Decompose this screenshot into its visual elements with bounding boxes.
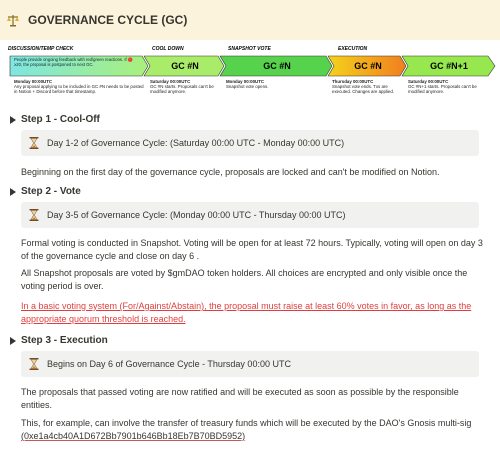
step1-heading: Step 1 - Cool-Off bbox=[21, 114, 100, 125]
governance-cycle-diagram bbox=[8, 46, 498, 100]
step1-callout bbox=[21, 130, 479, 156]
step3-heading: Step 3 - Execution bbox=[21, 335, 108, 346]
discussion-text: People provide ongoing feedback with red/green reactions. If 🔴 ≥20, the proposal is postponed to next GC. bbox=[14, 57, 134, 67]
step1-paragraph: Beginning on the first day of the governance cycle, proposals are locked and can't be modified on Notion. bbox=[21, 167, 440, 177]
step1-callout-text: Day 1-2 of Governance Cycle: (Saturday 00:00 UTC - Monday 00:00 UTC) bbox=[47, 138, 345, 148]
step1-toggle[interactable] bbox=[10, 114, 100, 125]
arrow-label-3: GC #N bbox=[354, 61, 382, 71]
hourglass-icon bbox=[29, 358, 39, 370]
step3-toggle[interactable] bbox=[10, 335, 108, 346]
arrow-label-4: GC #N+1 bbox=[430, 61, 468, 71]
step2-paragraph-1: Formal voting is conducted in Snapshot. Voting will be open for at least 72 hours. Typically, voting will open on day 3 of the governance cycle and close on day 6 . bbox=[21, 238, 483, 261]
step2-heading: Step 2 - Vote bbox=[21, 186, 81, 197]
phase-label-discussion: DISCUSSION/TEMP CHECK bbox=[8, 46, 74, 52]
step2-paragraph-2: All Snapshot proposals are voted by $gmDAO token holders. All choices are encrypted and only visible once the voting period is over. bbox=[21, 268, 468, 291]
arrow-label-1: GC #N bbox=[171, 61, 199, 71]
phase-label-execution: EXECUTION bbox=[338, 46, 368, 52]
multisig-address: (0xe1a4cb40A1D672Bb7901b646Bb18Eb7B70BD5952) bbox=[21, 431, 246, 441]
caption-1: Monday 00:00UTC Any proposal applying to be included in GC #N needs to be posted in Notion + Discord before that timestamp. bbox=[14, 79, 144, 94]
step2-callout bbox=[21, 202, 479, 228]
caption-5: Saturday 00:00UTC GC #N+1 starts. Proposals can't be modified anymore. bbox=[408, 79, 477, 94]
hourglass-icon bbox=[29, 209, 39, 221]
step3-paragraph-1: The proposals that passed voting are now ratified and will be executed as soon as possible by the responsible entities. bbox=[21, 387, 459, 410]
step3-callout-text: Begins on Day 6 of Governance Cycle - Thursday 00:00 UTC bbox=[47, 359, 291, 369]
step2-paragraph-3: In a basic voting system (For/Against/Abstain), the proposal must raise at least 60% votes in favor, as long as the appropriate quorum threshold is reached. bbox=[21, 301, 472, 324]
step2-callout-text: Day 3-5 of Governance Cycle: (Monday 00:00 UTC - Thursday 00:00 UTC) bbox=[47, 210, 346, 220]
arrow-label-2: GC #N bbox=[263, 61, 291, 71]
step3-paragraph-2 bbox=[21, 417, 486, 443]
step2-toggle[interactable] bbox=[10, 186, 81, 197]
page-header bbox=[0, 0, 500, 40]
caption-3: Monday 00:00UTC Snapshot vote opens. bbox=[226, 79, 269, 89]
toggle-triangle-icon bbox=[10, 188, 16, 196]
caption-2: Saturday 00:00UTC GC #N starts. Proposals can't be modified anymore. bbox=[150, 79, 214, 94]
balance-scale-icon bbox=[6, 13, 20, 27]
hourglass-icon bbox=[29, 137, 39, 149]
caption-4: Thursday 00:00UTC Snapshot vote ends. Txs are executed. Changes are applied. bbox=[332, 79, 395, 94]
toggle-triangle-icon bbox=[10, 116, 16, 124]
step3-paragraph-2-text: This, for example, can involve the transfer of treasury funds which will be executed by the DAO's Gnosis multi-sig bbox=[21, 418, 472, 428]
phase-label-cooldown: COOL DOWN bbox=[152, 46, 184, 52]
step3-callout bbox=[21, 351, 479, 377]
phase-label-snapshot: SNAPSHOT VOTE bbox=[228, 46, 271, 52]
page-title: GOVERNANCE CYCLE (GC) bbox=[28, 13, 188, 27]
toggle-triangle-icon bbox=[10, 337, 16, 345]
